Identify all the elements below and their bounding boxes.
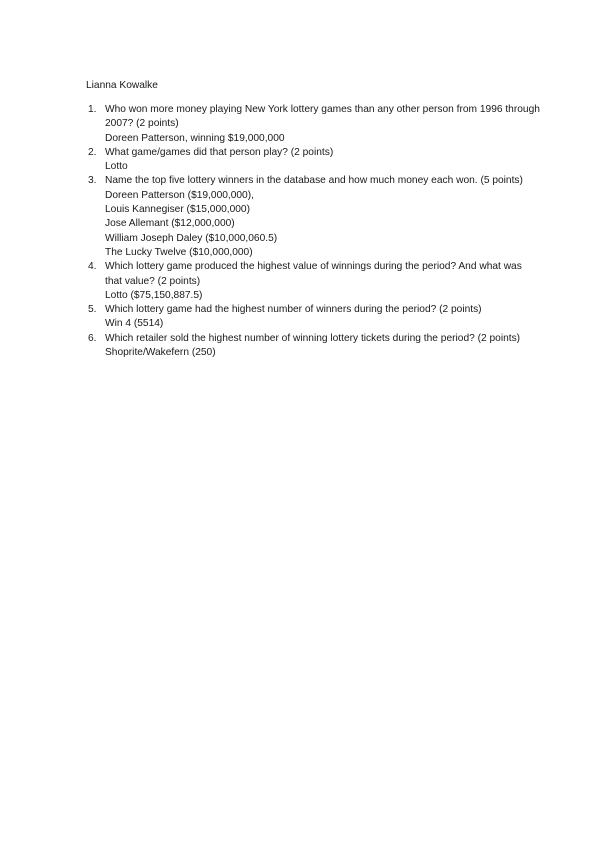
question-number: 6. — [88, 332, 97, 344]
question-text: What game/games did that person play? (2 points) — [105, 146, 334, 158]
answer-line: Doreen Patterson, winning $19,000,000 — [105, 132, 285, 144]
answer-line: Jose Allemant ($12,000,000) — [105, 218, 235, 230]
question-text: Who won more money playing New York lottery games than any other person from 1996 through 2007? (2 points) — [105, 104, 540, 130]
question-text: Which retailer sold the highest number of winning lottery tickets during the period? (2 points) — [105, 332, 521, 344]
answer-line: Lotto — [105, 161, 128, 173]
answer-line: Lotto ($75,150,887.5) — [105, 289, 203, 301]
question-2 — [86, 146, 535, 175]
question-number: 3. — [88, 175, 97, 187]
question-4 — [86, 260, 535, 303]
question-text: Name the top five lottery winners in the database and how much money each won. (5 points) — [105, 175, 523, 187]
question-number: 4. — [88, 261, 97, 273]
answer-line: Shoprite/Wakefern (250) — [105, 347, 216, 359]
question-1 — [86, 103, 540, 146]
question-text: Which lottery game produced the highest value of winnings during the period? And what was that value? (2 points) — [105, 261, 522, 287]
question-3 — [86, 174, 535, 260]
question-text: Which lottery game had the highest number of winners during the period? (2 points) — [105, 304, 482, 316]
answer-line: Win 4 (5514) — [105, 318, 164, 330]
question-list — [86, 103, 540, 360]
author-name: Lianna Kowalke — [86, 80, 158, 91]
answer-line: The Lucky Twelve ($10,000,000) — [105, 246, 253, 258]
question-number: 5. — [88, 304, 97, 316]
answer-line: Doreen Patterson ($19,000,000), — [105, 189, 254, 201]
answer-line: William Joseph Daley ($10,000,060.5) — [105, 232, 278, 244]
answer-line: Louis Kannegiser ($15,000,000) — [105, 204, 250, 216]
question-number: 2. — [88, 146, 97, 158]
question-number: 1. — [88, 104, 97, 115]
question-6 — [86, 332, 535, 361]
question-5 — [86, 303, 535, 332]
